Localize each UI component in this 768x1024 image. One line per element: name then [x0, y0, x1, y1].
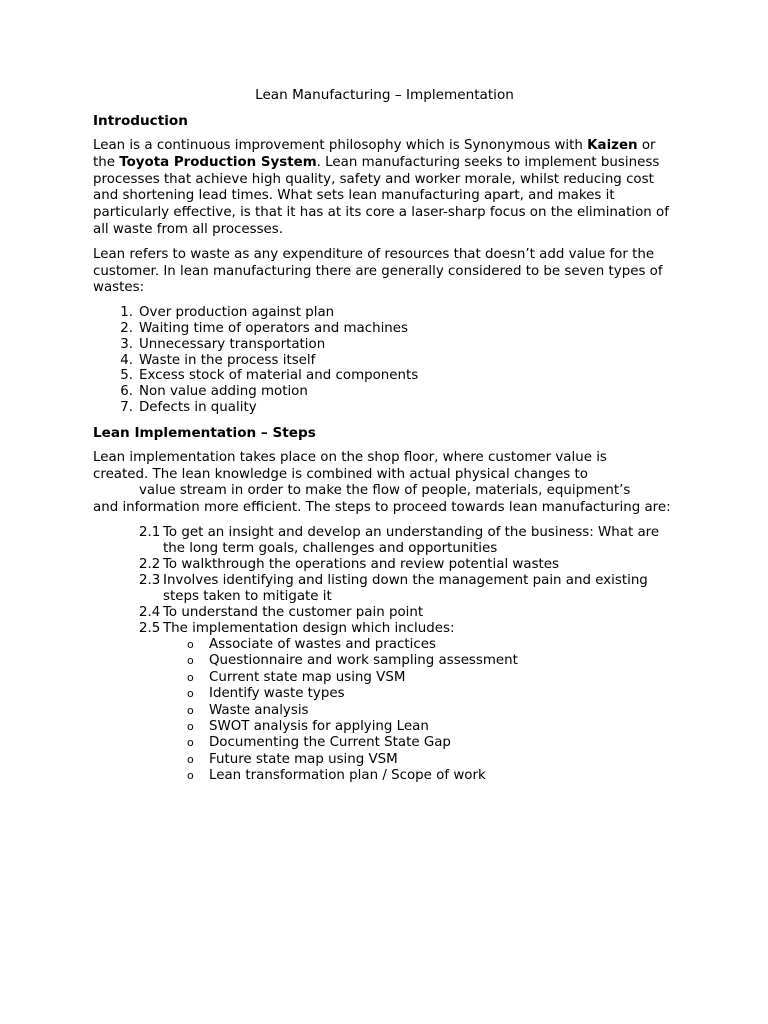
list-item: 2.5 The implementation design which includes:: [139, 620, 455, 636]
list-item: 2.2 To walkthrough the operations and review potential wastes: [139, 556, 560, 572]
list-item: 7. Defects in quality: [120, 399, 257, 415]
intro-text-b: or the: [93, 138, 656, 170]
bullet-icon: o: [187, 654, 194, 668]
bullet-icon: o: [187, 769, 194, 783]
steps-heading: Lean Implementation – Steps: [93, 424, 316, 441]
introduction-paragraph-2: Lean refers to waste as any expenditure of resources that doesn’t add value for the customer. In lean manufacturing there are generally considered to be seven types of wastes:: [93, 246, 663, 296]
bullet-icon: o: [187, 687, 194, 701]
bullet-icon: o: [187, 736, 194, 750]
list-item: 2.4 To understand the customer pain point: [139, 604, 424, 620]
toyota-production-system-term: Toyota Production System: [119, 154, 317, 170]
list-item: o Current state map using VSM: [187, 669, 406, 685]
list-item: o Lean transformation plan / Scope of work: [187, 768, 486, 784]
bullet-icon: o: [187, 670, 194, 684]
document-title: Lean Manufacturing – Implementation: [255, 87, 514, 103]
steps-paragraph: Lean implementation takes place on the shop floor, where customer value is created. The lean knowledge is combined with actual physical changes to value stream in order to make the flow of people, materials, equipment’s and information more efficient. The steps to proceed towards lean manufacturing are:: [93, 449, 671, 516]
implementation-design-list: [139, 637, 676, 785]
bullet-icon: o: [187, 752, 194, 766]
list-item: 4. Waste in the process itself: [120, 352, 316, 368]
list-item: 2.3 Involves identifying and listing down the management pain and existing steps taken to mitigate it: [139, 572, 648, 604]
list-item: o Associate of wastes and practices: [187, 636, 436, 652]
bullet-icon: o: [187, 703, 194, 717]
intro-text-a: Lean is a continuous improvement philosophy which is Synonymous with: [93, 138, 588, 153]
steps-list: [139, 525, 676, 785]
kaizen-term: Kaizen: [587, 138, 638, 153]
introduction-paragraph-1: [93, 138, 676, 239]
list-item: o Documenting the Current State Gap: [187, 735, 451, 751]
list-item: o Identify waste types: [187, 686, 345, 702]
list-item: o SWOT analysis for applying Lean: [187, 718, 429, 734]
bullet-icon: o: [187, 637, 194, 651]
intro-text-c: . Lean manufacturing seeks to implement business processes that achieve high quality, safety and worker morale, whilst reducing cost and shortening lead times. What sets lean manufacturing apart, and makes it particularly effective, is that it has at its core a laser-sharp focus on the elimination of all waste from all processes.: [93, 154, 669, 237]
list-item: o Future state map using VSM: [187, 751, 398, 767]
list-item: 6. Non value adding motion: [120, 384, 308, 400]
list-item: 3. Unnecessary transportation: [120, 336, 326, 352]
bullet-icon: o: [187, 719, 194, 733]
list-item: o Waste analysis: [187, 702, 309, 718]
introduction-heading: Introduction: [93, 113, 188, 129]
list-item: 1. Over production against plan: [120, 305, 335, 321]
list-item: o Questionnaire and work sampling assessment: [187, 653, 518, 669]
waste-types-list: [93, 305, 676, 416]
list-item: 5. Excess stock of material and components: [120, 368, 419, 384]
list-item: 2. Waiting time of operators and machines: [120, 320, 408, 336]
list-item: 2.1 To get an insight and develop an understanding of the business: What are the long term goals, challenges and opportunities: [139, 524, 660, 556]
